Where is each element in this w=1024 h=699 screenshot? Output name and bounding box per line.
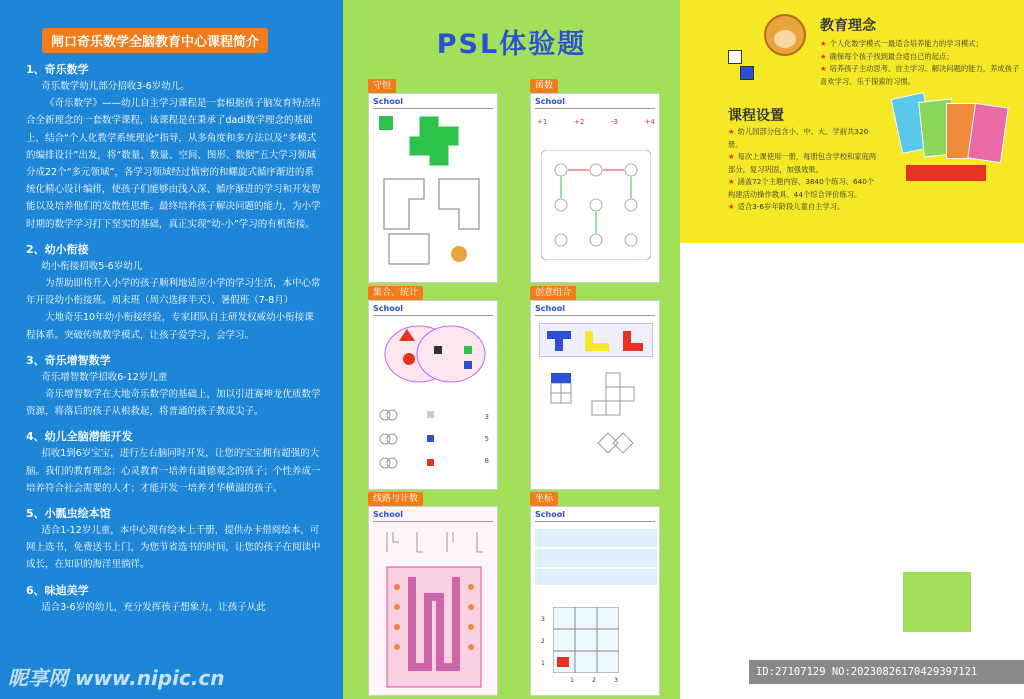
- card-tag: 坐标: [530, 492, 558, 506]
- psl-title: PSL体验题: [436, 29, 587, 60]
- y-axis-labels: [541, 609, 545, 675]
- section-heading: 1、奇乐数学: [26, 63, 89, 76]
- x-tick: 3: [614, 677, 618, 684]
- list-item: ★ 适合3-6岁年龄段儿童自主学习。: [728, 201, 878, 214]
- operation-row: [537, 118, 655, 126]
- function-grid: [541, 150, 651, 260]
- section-paragraph: 为帮助即将升入小学的孩子顺利地适应小学的学习生活，本中心常年开设幼小衔接班。周末班（周六选择半天）、暑假班（7-8月）: [26, 278, 321, 307]
- count-value: 3: [484, 413, 489, 421]
- book-set-image: [876, 95, 1016, 195]
- card-route-counting: [368, 486, 498, 696]
- section-paragraph: 奇乐增智数学在大地奇乐数学的基础上，加以引进赛坤龙优质数学资源，将落后的孩子从根救起，将普通的孩子教成尖子。: [26, 389, 321, 418]
- x-tick: 1: [570, 677, 574, 684]
- count-value: 5: [484, 435, 489, 443]
- worksheet: [368, 300, 498, 490]
- circle-pairs: [377, 409, 457, 479]
- worksheet: [530, 506, 660, 696]
- school-logo: School: [535, 97, 565, 106]
- middle-panel: [343, 0, 680, 699]
- op-label: +2: [574, 118, 585, 126]
- y-tick: 2: [541, 638, 545, 645]
- left-title: 闸口奇乐数学全脑教育中心课程简介: [42, 28, 268, 53]
- toy-blocks: [906, 165, 986, 181]
- outline-shapes: [379, 174, 489, 274]
- card-function: [530, 73, 660, 283]
- card-coordinates: [530, 486, 660, 696]
- card-tag: 线路与计数: [368, 492, 423, 506]
- divider: [535, 315, 655, 316]
- coordinate-rows: [535, 529, 657, 585]
- left-panel: [0, 0, 343, 699]
- card-creative-combination: [530, 280, 660, 490]
- right-panel: [680, 0, 1024, 699]
- section-paragraph: 《奇乐数学》——幼儿自主学习课程是一套根据孩子脑发育特点结合全新理念的一套数学课程，该课程是在秉承了dadi数学理念的基础上，结合“个人化教学系统理论”指导，从多角度和多方法以及“多模式的编排设计”出发，将“数量、数量、空间、图形、数据”五大学习领域分成22个“多元领域”，各学习领域经过慎密的和螺旋式循序渐进的系统化精心设计编排，使孩子们能够由浅入深、循序渐进的学习和开发智能以及培养他们的发散性思维。最终培养孩子解决问题的能力，为小学时期的数学学习打下坚实的基础，真正实现“幼-小”学习的有机衔接。: [26, 98, 321, 230]
- list-item: ★ 培养孩子主动思考、自主学习、解决问题的能力，养成孩子喜欢学习、乐于探索的习惯。: [820, 63, 1020, 88]
- dice-icon: [728, 50, 742, 64]
- maze-graphic: [377, 527, 491, 693]
- card-sets-statistics: [368, 280, 498, 490]
- op-label: -3: [611, 118, 618, 126]
- section-paragraph: 幼小衔接招收5-6岁幼儿: [41, 260, 143, 272]
- list-item: ★ 确保每个孩子找到最合适自己的起点；: [820, 51, 1020, 64]
- list-item: ★ 个人化数学模式一最适合培养能力的学习模式；: [820, 38, 1020, 51]
- block-icon: [740, 66, 754, 80]
- divider: [535, 108, 655, 109]
- section-heading: 6、味迪美学: [26, 583, 89, 597]
- section-paragraph: 招收1到6岁宝宝，进行左右脑同时开发，让您的宝宝拥有超强的大脑。我们的教育理念：心灵教育一培养有道德观念的孩子；个性养成一培养符合社会需要的人才；才能开发一培养才华横溢的孩子。: [26, 448, 321, 494]
- green-square: [903, 572, 971, 632]
- op-label: +4: [644, 118, 655, 126]
- section-paragraph: 适合1-12岁儿童，本中心现有绘本上千册，提供办卡借阅绘本，可网上选书，免费送书上门，为您节省选书的时间，让您的孩子在阅读中成长，在知识的海洋里徜徉。: [26, 525, 321, 571]
- school-logo: School: [373, 97, 403, 106]
- green-shape: [409, 116, 469, 166]
- divider: [373, 108, 493, 109]
- divider: [373, 521, 493, 522]
- section-heading: 3、奇乐增智数学: [26, 353, 111, 367]
- worksheet: [368, 506, 498, 696]
- section-heading: 5、小瓢虫绘本馆: [26, 507, 111, 521]
- list-item: ★ 涵盖72个主题内容、3840个练习、640个构建活动操作教具、44个综合评价练习。: [728, 176, 878, 201]
- section-heading: 4、幼儿全脑潜能开发: [26, 430, 133, 444]
- tetromino-row: [539, 323, 653, 357]
- divider: [373, 315, 493, 316]
- education-philosophy-title: 教育理念: [820, 18, 876, 34]
- x-axis-labels: [561, 677, 627, 684]
- card-conservation: [368, 73, 498, 283]
- card-tag: 函数: [530, 79, 558, 93]
- card-tag: 守恒: [368, 79, 396, 93]
- image-id-bar: ID:27107129 NO:20230826170429397121: [749, 660, 1024, 684]
- section-paragraph: 奇乐数学幼儿部分招收3-6岁幼儿。: [41, 81, 190, 92]
- venn-diagram: [379, 321, 491, 387]
- school-logo: School: [373, 510, 403, 519]
- y-tick: 3: [541, 616, 545, 623]
- y-tick: 1: [541, 660, 545, 667]
- count-value: 8: [484, 457, 489, 465]
- section-heading: 2、幼小衔接: [26, 242, 89, 256]
- section-paragraph: 奇乐增智数学招收6-12岁儿童: [41, 371, 168, 383]
- op-label: +1: [537, 118, 548, 126]
- school-logo: School: [535, 510, 565, 519]
- list-item: ★ 幼儿园部分包含小、中、大、学前共320册。: [728, 126, 878, 151]
- school-logo: School: [373, 304, 403, 313]
- course-setup-title: 课程设置: [728, 108, 784, 124]
- course-setup-list: [728, 126, 878, 214]
- worksheet: [530, 300, 660, 490]
- worksheet: [368, 93, 498, 283]
- divider: [535, 521, 655, 522]
- count-column: [485, 406, 489, 472]
- watermark-text: 昵享网 www.nipic.cn: [8, 666, 225, 690]
- worksheet: [530, 93, 660, 283]
- card-tag: 集合、统计: [368, 286, 423, 300]
- course-sections: [26, 62, 321, 616]
- school-logo: School: [535, 304, 565, 313]
- block-figures: [546, 371, 646, 481]
- yellow-block: [680, 0, 1024, 243]
- watermark: [8, 662, 225, 691]
- card-tag: 创意组合: [530, 286, 576, 300]
- x-tick: 2: [592, 677, 596, 684]
- green-square: [379, 116, 393, 130]
- list-item: ★ 每次上课使用一册，每册包含学校和家庭两部分，复习巩固，加强效果。: [728, 151, 878, 176]
- monkey-mascot-icon: [764, 14, 806, 56]
- section-paragraph: 大地奇乐10年幼小衔接经验，专家团队自主研发权威幼小衔接课程体系。突破传统教学模式，让孩子爱学习，会学习。: [26, 312, 314, 341]
- education-philosophy-list: [820, 38, 1020, 88]
- book: [967, 103, 1008, 163]
- coordinate-grid: [553, 607, 619, 673]
- section-paragraph: 适合3-6岁的幼儿，充分发挥孩子想象力，让孩子从此: [41, 601, 266, 613]
